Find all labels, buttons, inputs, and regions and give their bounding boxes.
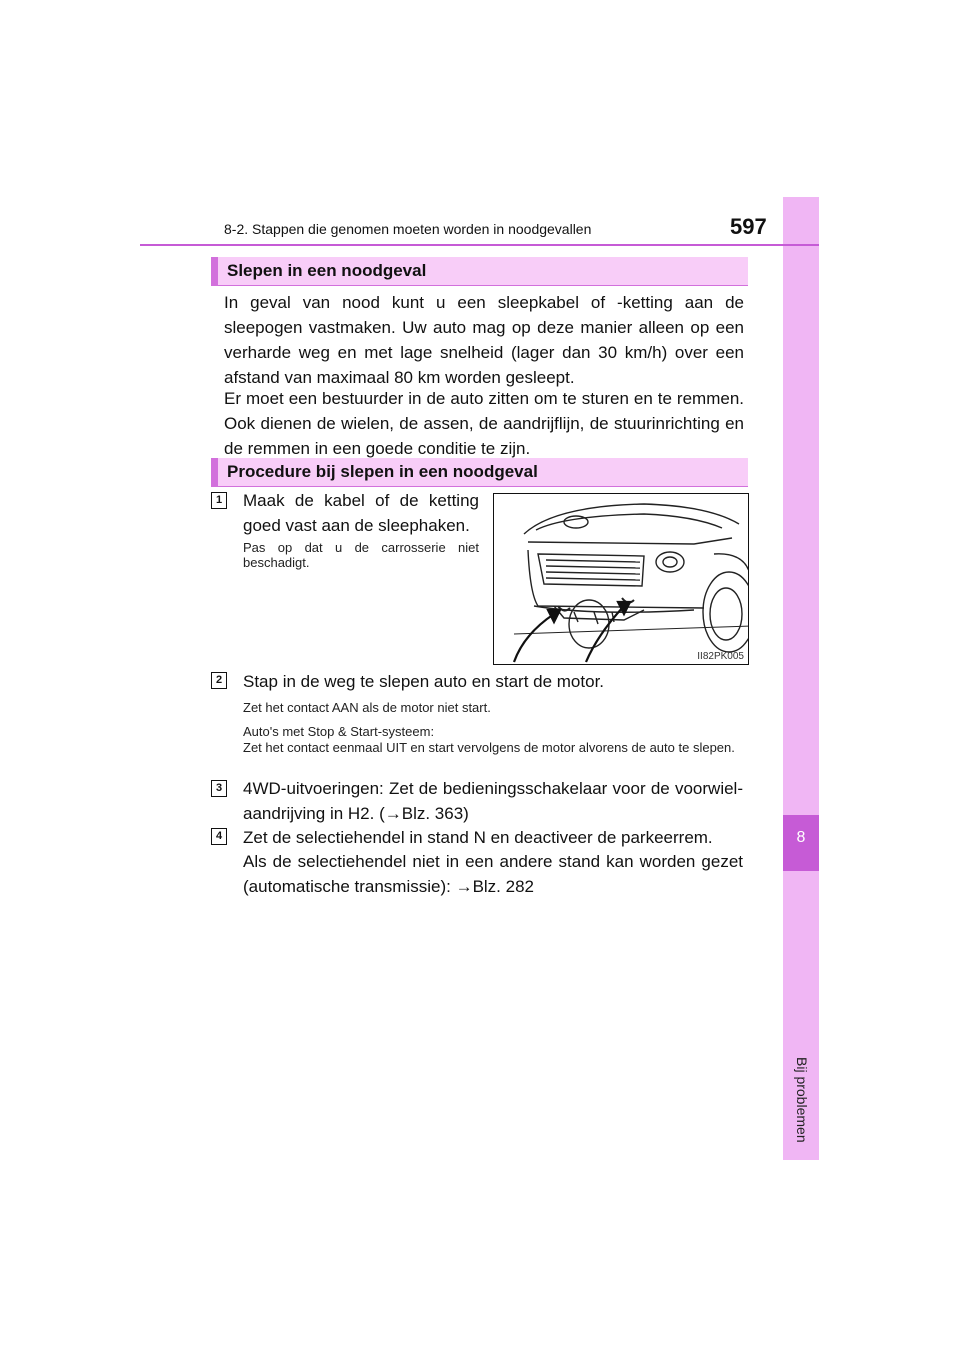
step-4-text: Zet de selectiehendel in stand N en deactiveer de parkeerrem. <box>243 828 713 847</box>
section-heading-label: Procedure bij slepen in een noodgeval <box>227 462 538 481</box>
step-2-note-stop-start-title: Auto's met Stop & Start-systeem: <box>243 724 435 739</box>
step-number-box: 3 <box>211 780 227 797</box>
step-4-text-automatic: Als de selectiehendel niet in een andere stand kan worden gezet (automatische transmissie): →Blz. 282 <box>243 852 743 896</box>
step-3-text: 4WD-uitvoeringen: Zet de bedieningsschakelaar voor de voorwiel-aandrijving in H2. (→Blz. 363) <box>243 779 743 823</box>
chapter-side-tab <box>783 197 819 1160</box>
step-1-text: Maak de kabel of de ketting goed vast aan de sleephaken. <box>243 491 479 535</box>
vehicle-front-drawing <box>494 494 749 665</box>
paragraph-towing-conditions: In geval van nood kunt u een sleepkabel of -ketting aan de sleepogen vastmaken. Uw auto mag op deze manier alleen op een verharde weg en met lage snelheid (lager dan 30 km/h) over een afstand van maximaal 80 km worden gesleept. <box>224 293 744 387</box>
step-number-box: 2 <box>211 672 227 689</box>
step-2-note-stop-start-text: Zet het contact eenmaal UIT en start vervolgens de motor alvorens de auto te slepen. <box>243 740 735 755</box>
paragraph-driver-requirements: Er moet een bestuurder in de auto zitten om te sturen en te remmen. Ook dienen de wielen, de assen, de aandrijflijn, de stuurinrichting en de remmen in een goede conditie te zijn. <box>224 389 744 458</box>
towing-hook-illustration <box>493 493 749 665</box>
page-number: 597 <box>730 214 767 239</box>
chapter-title: Bij problemen <box>794 1057 810 1143</box>
step-number-box: 4 <box>211 828 227 845</box>
step-number-box: 1 <box>211 492 227 509</box>
step-1-note: Pas op dat u de carrosserie niet beschadigt. <box>243 540 479 570</box>
step-2-text: Stap in de weg te slepen auto en start de motor. <box>243 672 605 691</box>
header-rule <box>140 244 819 246</box>
step-2-note-ignition: Zet het contact AAN als de motor niet start. <box>243 700 491 715</box>
illustration-code: II82PK005 <box>697 651 744 662</box>
section-heading-towing <box>211 257 748 286</box>
running-header: 8-2. Stappen die genomen moeten worden in noodgevallen <box>224 221 592 237</box>
chapter-number: 8 <box>796 829 806 846</box>
section-heading-label: Slepen in een noodgeval <box>227 261 427 280</box>
section-heading-procedure <box>211 458 748 487</box>
